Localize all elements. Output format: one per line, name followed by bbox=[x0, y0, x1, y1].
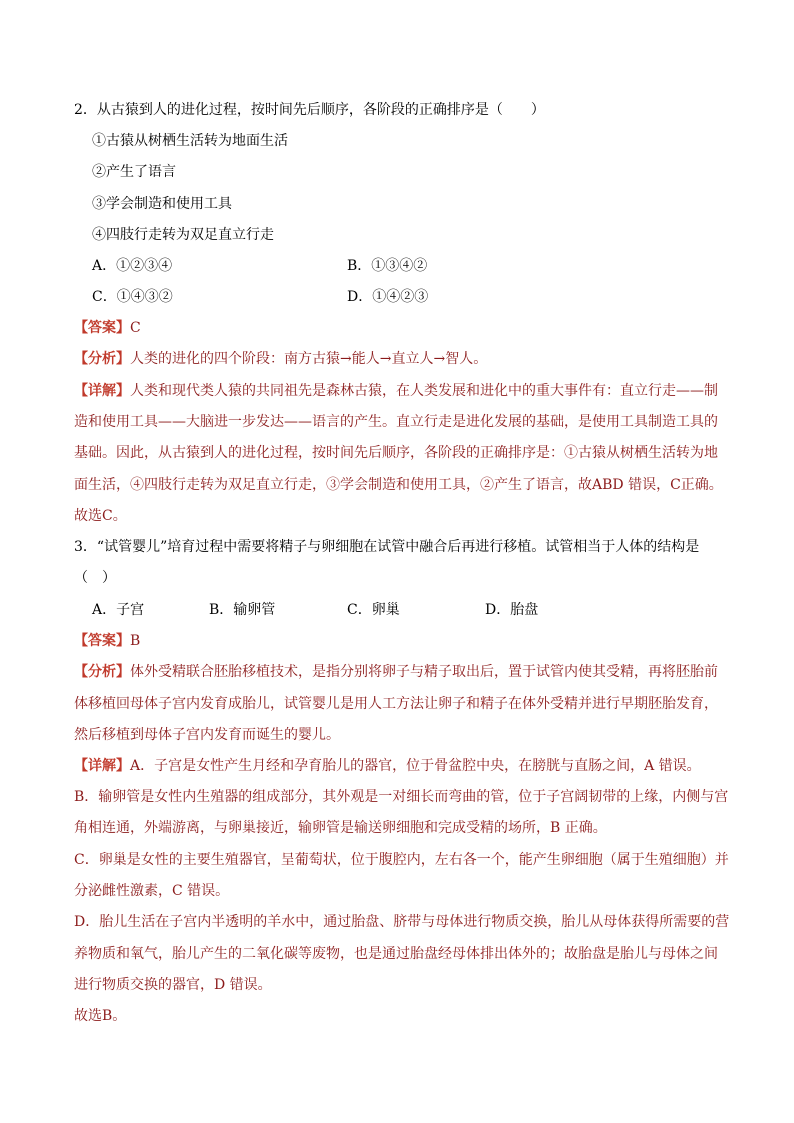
q2-item-3: ③学会制造和使用工具 bbox=[92, 196, 232, 212]
q2-answer-tag: 【答案】 bbox=[74, 320, 130, 336]
q2-stem: 2．从古猿到人的进化过程，按时间先后顺序，各阶段的正确排序是（ ） bbox=[74, 102, 545, 118]
q3-analysis-line-2: 体移植回母体子宫内发育成胎儿，试管婴儿是用人工方法让卵子和精子在体外受精并进行早期胚胎发育， bbox=[74, 696, 718, 712]
q3-detail-line-1 bbox=[74, 756, 724, 776]
q2-detail-line-2: 造和使用工具——大脑进一步发达——语言的产生。直立行走是进化发展的基础，是使用工具制造工具的 bbox=[74, 414, 718, 430]
q3-detail-line-9: 故选B。 bbox=[74, 1008, 127, 1024]
q2-item-2: ②产生了语言 bbox=[92, 164, 176, 180]
q2-option-c: C．①④③② bbox=[92, 289, 173, 305]
q3-detail-text-1: A．子宫是女性产生月经和孕育胎儿的器官，位于骨盆腔中央，在膀胱与直肠之间，A 错误。 bbox=[130, 758, 701, 774]
q2-detail-line-3: 基础。因此，从古猿到人的进化过程，按时间先后顺序，各阶段的正确排序是：①古猿从树栖生活转为地 bbox=[74, 445, 718, 461]
q3-option-d: D．胎盘 bbox=[485, 602, 539, 618]
q3-detail-line-3: 角相连通，外端游离，与卵巢接近，输卵管是输送卵细胞和完成受精的场所，B 正确。 bbox=[74, 820, 607, 836]
q3-analysis-line-1 bbox=[74, 662, 724, 682]
q3-answer-tag: 【答案】 bbox=[74, 633, 130, 649]
q2-answer bbox=[74, 318, 724, 338]
q3-option-c: C．卵巢 bbox=[347, 602, 400, 618]
q2-detail-line-4: 面生活，④四肢行走转为双足直立行走，③学会制造和使用工具，②产生了语言，故ABD 错误，C正确。 bbox=[74, 477, 723, 493]
q3-detail-line-2: B．输卵管是女性内生殖器的组成部分，其外观是一对细长而弯曲的管，位于子宫阔韧带的上缘，内侧与宫 bbox=[74, 789, 729, 805]
q3-option-b: B．输卵管 bbox=[209, 602, 276, 618]
q2-analysis bbox=[74, 349, 724, 369]
q2-option-d: D．①④②③ bbox=[347, 289, 429, 305]
q3-detail-tag: 【详解】 bbox=[74, 758, 130, 774]
q2-answer-value: C bbox=[130, 320, 141, 336]
q3-analysis-line-3: 然后移植到母体子宫内发育而诞生的婴儿。 bbox=[74, 727, 340, 743]
q2-item-4: ④四肢行走转为双足直立行走 bbox=[92, 227, 274, 243]
q2-option-a: A．①②③④ bbox=[92, 258, 173, 274]
q2-detail-tag: 【详解】 bbox=[74, 383, 130, 399]
q3-analysis-text-1: 体外受精联合胚胎移植技术，是指分别将卵子与精子取出后，置于试管内使其受精，再将胚胎前 bbox=[130, 664, 718, 680]
q3-detail-line-7: 养物质和氧气，胎儿产生的二氧化碳等废物，也是通过胎盘经母体排出体外的；故胎盘是胎儿与母体之间 bbox=[74, 946, 718, 962]
q2-detail-line-1 bbox=[74, 381, 724, 401]
q3-detail-line-8: 进行物质交换的器官，D 错误。 bbox=[74, 977, 272, 993]
q2-detail-line-5: 故选C。 bbox=[74, 508, 127, 524]
q3-analysis-tag: 【分析】 bbox=[74, 664, 130, 680]
q3-stem-line-1: 3．“试管婴儿”培育过程中需要将精子与卵细胞在试管中融合后再进行移植。试管相当于人体的结构是 bbox=[74, 539, 700, 555]
q2-detail-text-1: 人类和现代类人猿的共同祖先是森林古猿，在人类发展和进化中的重大事件有：直立行走——制 bbox=[130, 383, 718, 399]
q2-option-b: B．①③④② bbox=[347, 258, 428, 274]
q3-detail-line-6: D．胎儿生活在子宫内半透明的羊水中，通过胎盘、脐带与母体进行物质交换，胎儿从母体获得所需要的营 bbox=[74, 914, 730, 930]
q2-analysis-text: 人类的进化的四个阶段：南方古猿→能人→直立人→智人。 bbox=[130, 351, 488, 367]
q3-detail-line-4: C．卵巢是女性的主要生殖器官，呈葡萄状，位于腹腔内，左右各一个，能产生卵细胞（属于生殖细胞）并 bbox=[74, 852, 729, 868]
q2-item-1: ①古猿从树栖生活转为地面生活 bbox=[92, 133, 288, 149]
q3-detail-line-5: 分泌雌性激素，C 错误。 bbox=[74, 883, 230, 899]
q2-analysis-tag: 【分析】 bbox=[74, 351, 130, 367]
q3-option-a: A．子宫 bbox=[92, 602, 145, 618]
q3-answer-value: B bbox=[130, 633, 141, 649]
q3-answer bbox=[74, 631, 724, 651]
q3-stem-line-2: （ ） bbox=[74, 570, 116, 586]
